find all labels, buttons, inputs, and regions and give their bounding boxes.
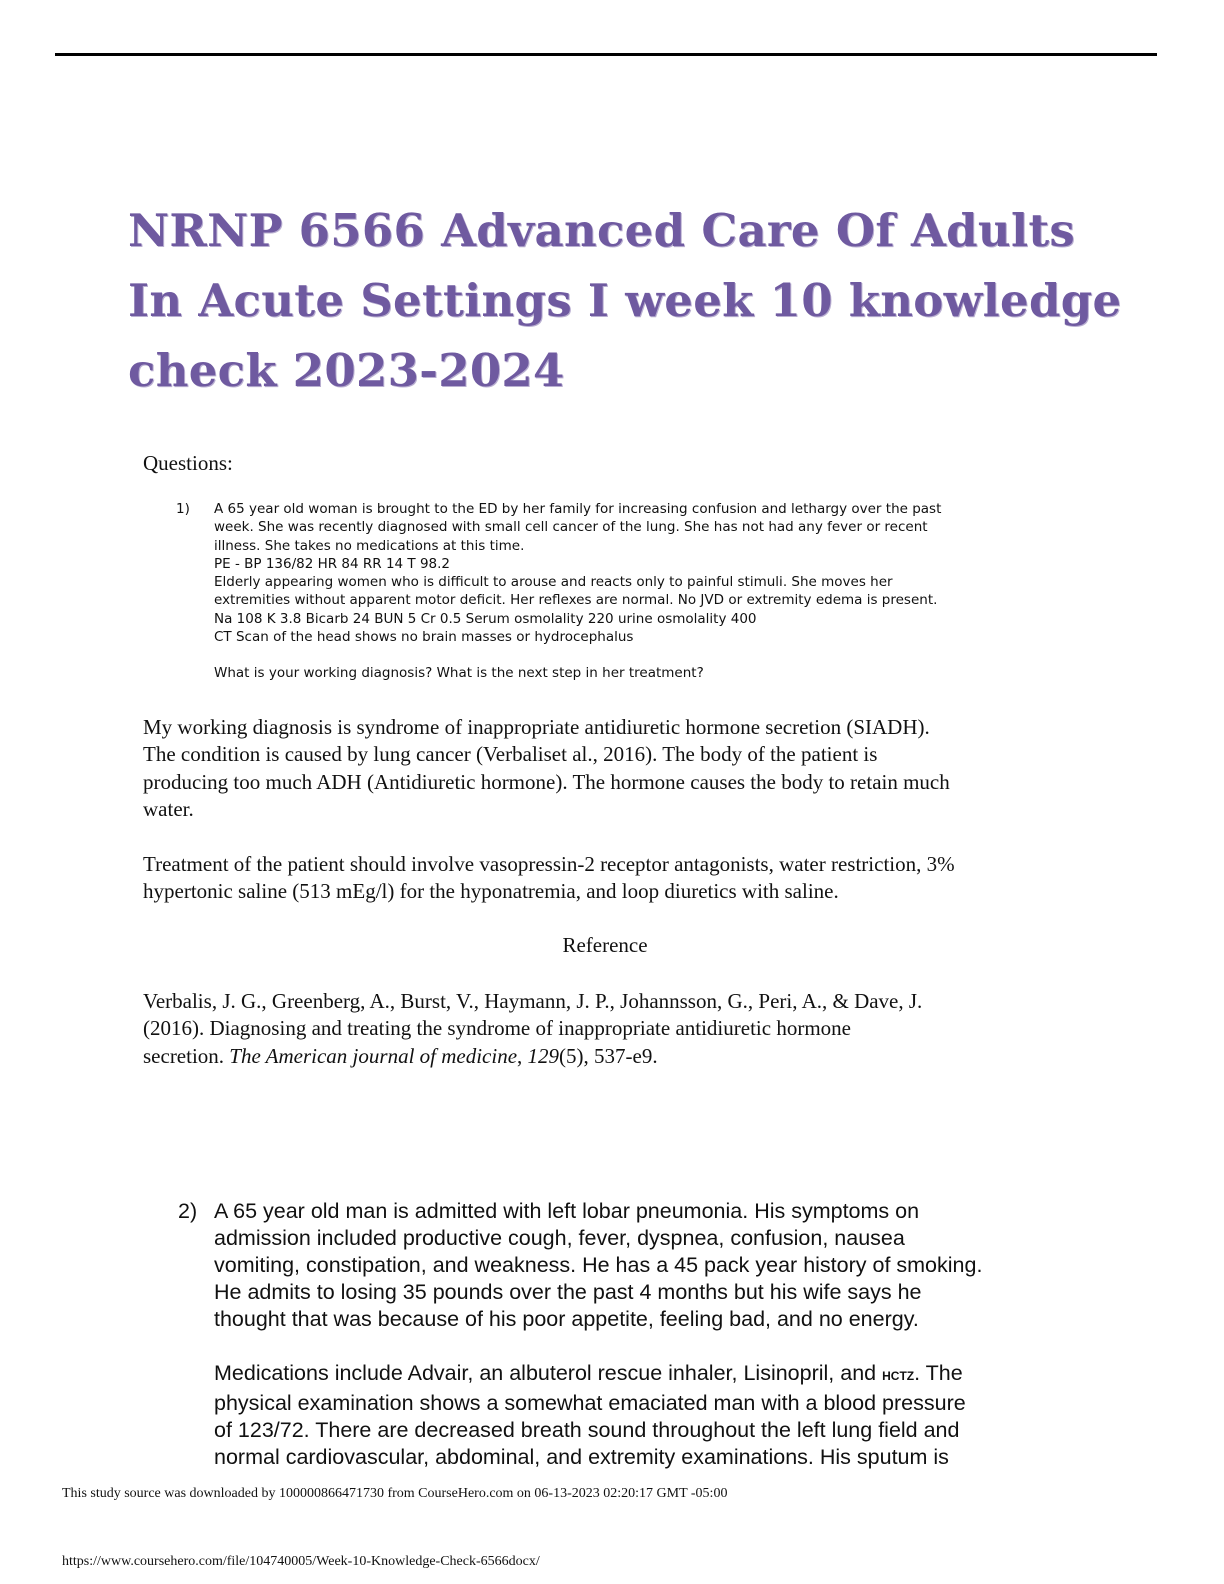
download-note: This study source was downloaded by 100000866471730 from CourseHero.com on 06-13-2023 02:20:17 GMT -05:00 (62, 1486, 728, 1501)
question-line: extremities without apparent motor deficit. Her reflexes are normal. No JVD or extremity edema is present. (214, 592, 938, 609)
journal-title: The American journal of medicine (229, 1043, 518, 1068)
question-1 (176, 500, 1076, 683)
answer-paragraph-1 (143, 714, 1083, 823)
answer-line: hypertonic saline (513 mEg/l) for the hyponatremia, and loop diuretics with saline. (143, 879, 839, 904)
question-line: A 65 year old man is admitted with left lobar pneumonia. His symptoms on (214, 1199, 920, 1223)
question-1-body (214, 500, 1076, 683)
question-number: 2) (178, 1199, 198, 1223)
question-line: physical examination shows a somewhat emaciated man with a blood pressure (214, 1391, 966, 1415)
question-line: illness. She takes no medications at this time. (214, 537, 525, 554)
question-line: He admits to losing 35 pounds over the past 4 months but his wife says he (214, 1280, 922, 1304)
drug-abbreviation: HCTZ (882, 1369, 915, 1383)
title-line: In Acute Settings I week 10 knowledge (128, 274, 1122, 327)
reference-line: Verbalis, J. G., Greenberg, A., Burst, V., Haymann, J. P., Johannsson, G., Peri, A., & Dave, J. (143, 989, 923, 1013)
title-line: check 2023-2024 (128, 344, 565, 397)
question-line: normal cardiovascular, abdominal, and extremity examinations. His sputum is (214, 1445, 949, 1469)
source-url[interactable]: https://www.coursehero.com/file/104740005/Week-10-Knowledge-Check-6566docx/ (62, 1554, 540, 1569)
reference-line: (2016). Diagnosing and treating the syndrome of inappropriate antidiuretic hormone (143, 1016, 851, 1041)
question-line: CT Scan of the head shows no brain masses or hydrocephalus (214, 629, 634, 646)
reference-text: , (517, 1043, 528, 1068)
answer-paragraph-2 (143, 851, 1083, 906)
reference-text: secretion. (143, 1043, 230, 1068)
question-2 (178, 1198, 1078, 1471)
question-prompt: What is your working diagnosis? What is the next step in her treatment? (214, 665, 704, 682)
question-line: admission included productive cough, fever, dyspnea, confusion, nausea (214, 1226, 905, 1250)
top-rule (55, 53, 1157, 56)
question-line: Na 108 K 3.8 Bicarb 24 BUN 5 Cr 0.5 Serum osmolality 220 urine osmolality 400 (214, 610, 757, 627)
question-2-body (214, 1198, 1078, 1471)
answer-line: The condition is caused by lung cancer (Verbaliset al., 2016). The body of the patient is (143, 742, 878, 767)
journal-volume: 129 (527, 1043, 560, 1068)
title-line: NRNP 6566 Advanced Care Of Adults (128, 204, 1076, 257)
question-number: 1) (176, 501, 190, 517)
question-line: week. She was recently diagnosed with small cell cancer of the lung. She has not had any fever or recent (214, 519, 928, 536)
question-line (214, 1360, 1078, 1390)
answer-line: water. (143, 796, 194, 821)
answer-line: Treatment of the patient should involve vasopressin-2 receptor antagonists, water restriction, 3% (143, 852, 955, 876)
question-line: thought that was because of his poor appetite, feeling bad, and no energy. (214, 1307, 919, 1331)
question-line: vomiting, constipation, and weakness. He has a 45 pack year history of smoking. (214, 1253, 983, 1277)
document-title (128, 196, 1128, 406)
questions-label: Questions: (143, 451, 233, 475)
question-line: of 123/72. There are decreased breath sound throughout the left lung field and (214, 1418, 960, 1442)
reference-line (143, 1043, 1083, 1070)
answer-line: producing too much ADH (Antidiuretic hormone). The hormone causes the body to retain much (143, 769, 950, 794)
reference-entry (143, 988, 1083, 1070)
question-text: . The (914, 1361, 963, 1385)
question-text: Medications include Advair, an albuterol rescue inhaler, Lisinopril, and (214, 1361, 883, 1385)
answer-line: My working diagnosis is syndrome of inappropriate antidiuretic hormone secretion (SIADH). (143, 715, 930, 739)
question-line: Elderly appearing women who is difficult to arouse and reacts only to painful stimuli. She moves her (214, 574, 893, 591)
reference-text: (5), 537-e9. (559, 1043, 658, 1068)
question-line: A 65 year old woman is brought to the ED by her family for increasing confusion and lethargy over the past (214, 501, 942, 517)
question-line: PE - BP 136/82 HR 84 RR 14 T 98.2 (214, 555, 451, 572)
reference-heading: Reference (562, 933, 648, 957)
